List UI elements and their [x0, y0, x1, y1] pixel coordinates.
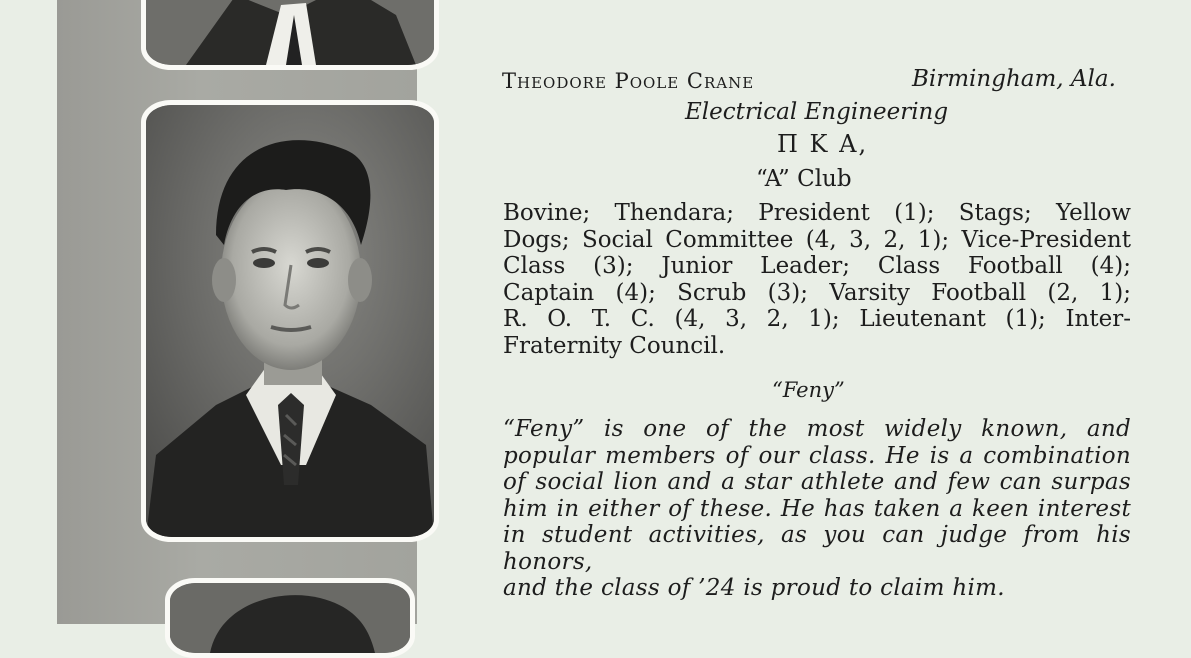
- bio-line: him in either of these. He has taken a keen interest: [503, 495, 1131, 522]
- portrait-strip: [57, 0, 417, 624]
- student-course: Electrical Engineering: [685, 99, 949, 125]
- portrait-frame-top: [141, 0, 439, 70]
- honors-line: Fraternity Council.: [503, 332, 726, 359]
- honors-paragraph: [503, 200, 1131, 359]
- honors-line: Dogs; Social Committee (4, 3, 2, 1); Vice-President: [503, 226, 1131, 253]
- bio-line: “Feny” is one of the most widely known, and: [503, 416, 1131, 442]
- portrait-photo-top: [146, 0, 434, 65]
- honors-line: R. O. T. C. (4, 3, 2, 1); Lieutenant (1); Inter-: [503, 306, 1131, 332]
- student-fraternity: Π K A,: [777, 130, 869, 158]
- student-name: Theodore Poole Crane: [502, 69, 755, 93]
- student-hometown: Birmingham, Ala.: [912, 66, 1116, 92]
- student-nickname: “Feny”: [772, 378, 845, 402]
- portrait-photo-main: [146, 105, 434, 537]
- honors-line: Class (3); Junior Leader; Class Football (4);: [503, 253, 1131, 279]
- bio-line: in student activities, as you can judge from his honors,: [503, 522, 1131, 575]
- bio-line: popular members of our class. He is a combination: [503, 442, 1131, 469]
- bio-paragraph: [503, 416, 1131, 602]
- bio-line: of social lion and a star athlete and few can surpas: [503, 469, 1131, 495]
- honors-line: Bovine; Thendara; President (1); Stags; Yellow: [503, 200, 1131, 226]
- portrait-frame-bottom: [165, 578, 415, 658]
- portrait-photo-bottom: [170, 583, 410, 653]
- portrait-frame-main: [141, 100, 439, 542]
- honors-line: Captain (4); Scrub (3); Varsity Football (2, 1);: [503, 279, 1131, 306]
- student-club: “A” Club: [756, 166, 852, 192]
- bio-line: and the class of ’24 is proud to claim him.: [503, 575, 1005, 601]
